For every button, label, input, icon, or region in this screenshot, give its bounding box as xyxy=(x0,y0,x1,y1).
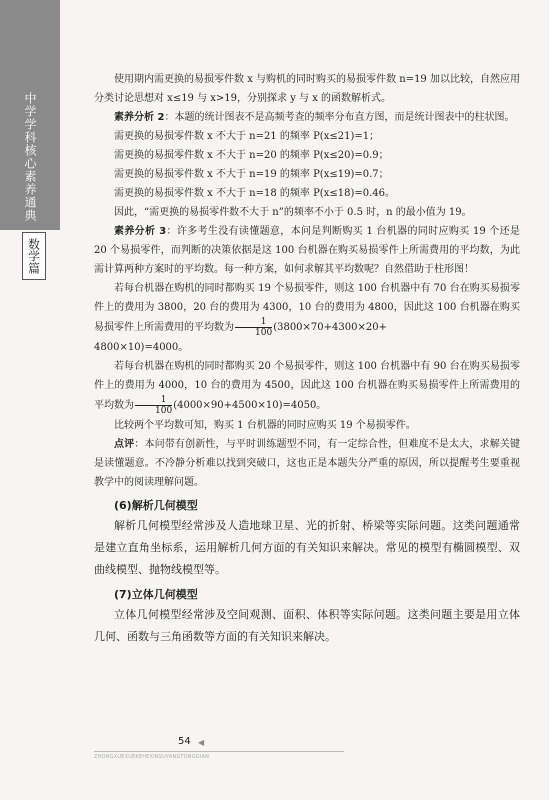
comment: 点评：本问带有创新性，与平时训练题型不同，有一定综合性，但难度不是太大，求解关键是读懂题意。不冷静分析难以找到突破口，这也正是本题失分严重的原因，所以提醒考生要重视教学中的阅读理解问题。 xyxy=(94,439,521,488)
paragraph: 若每台机器在购机的同时都购买 20 个易损零件，则这 100 台机器中有 90 台在购买易损零件上的费用为 4000，10 台的费用为 4500，因此这 100 台机器在购买易损零件上所需费用的平均数为 $\frac{1}{100}$ (4000×90+4500×10)=4050。 xyxy=(94,361,520,416)
section-heading-6: (6)解析几何模型 xyxy=(114,499,198,512)
equation-line: 需更换的易损零件数 x 不大于 n=18 的频率 P(x≤18)=0.46。 xyxy=(114,188,395,199)
comment-label: 点评 xyxy=(114,439,135,450)
paragraph-continued: 4800×10)=4000。 xyxy=(94,342,189,353)
page-arrow-icon: ◀ xyxy=(198,738,205,747)
paragraph: 使用期内需更换的易损零件数 x 与购机的同时购买的易损零件数 n=19 加以比较，自然应用分类讨论思想对 x≤19 与 x>19，分别探求 y 与 x 的函数解析式。 xyxy=(94,74,520,104)
analysis-label: 素养分析 3 xyxy=(114,226,167,237)
equation-line: 需更换的易损零件数 x 不大于 n=21 的频率 P(x≤21)=1； xyxy=(114,131,380,142)
sidebar-tab xyxy=(0,0,60,230)
section-body-6: 解析几何模型经常涉及人造地球卫星、光的折射、桥梁等实际问题。这类问题通常是建立直角坐标系，运用解析几何方面的有关知识来解决。常见的模型有椭圆模型、双曲线模型、抛物线模型等。 xyxy=(94,519,520,576)
analysis-3: 素养分析 3：许多考生没有读懂题意，本问是判断购买 1 台机器的同时应购买 19 个还是 20 个易损零件，而判断的决策依据是这 100 台机器在购买易损零件上所需费用的平均数，为此需计算两种方案时的平均数。每一种方案，如何求解其平均数呢？自然借助于柱形图！ xyxy=(94,226,520,275)
paragraph: 因此，“需更换的易损零件数不大于 n”的频率不小于 0.5 时，n 的最小值为 19。 xyxy=(114,207,472,218)
paragraph: 比较两个平均数可知，购买 1 台机器的同时应购买 19 个易损零件。 xyxy=(114,420,416,431)
book-title: 中学学科核心素养通典 xyxy=(23,92,37,222)
fraction: $\frac{1}{100}$ xyxy=(235,317,272,338)
page-content xyxy=(94,70,520,648)
equation-line: 需更换的易损零件数 x 不大于 n=20 的频率 P(x≤20)=0.9； xyxy=(114,150,389,161)
footer-divider xyxy=(94,751,344,752)
footer-pinyin: ZHONGXUEXUEKEHEXINSUYANGTONGDIAN xyxy=(94,754,210,760)
section-heading-7: (7)立体几何模型 xyxy=(114,588,198,601)
section-body-7: 立体几何模型经常涉及空间观测、面积、体积等实际问题。这类问题主要是用立体几何、函数与三角函数等方面的有关知识来解决。 xyxy=(94,608,520,643)
subject-label: 数学篇 xyxy=(22,232,46,280)
analysis-label: 素养分析 2 xyxy=(114,112,165,123)
equation-line: 需更换的易损零件数 x 不大于 n=19 的频率 P(x≤19)=0.7； xyxy=(114,169,389,180)
page-number: 54 xyxy=(178,736,191,747)
fraction: $\frac{1}{100}$ xyxy=(135,395,172,416)
paragraph: 若每台机器在购机的同时都购买 19 个易损零件，则这 100 台机器中有 70 台在购买易损零件上的费用为 3800，20 台的费用为 4300，10 台的费用为 4800，因此这 100 台机器在购买易损零件上所需费用的平均数为 $\frac{1}{100}$ (3800×70+4300×20+ xyxy=(94,283,520,338)
analysis-2: 素养分析 2：本题的统计图表不是高频考查的频率分布直方图，而是统计图表中的柱状图。 xyxy=(114,112,515,123)
